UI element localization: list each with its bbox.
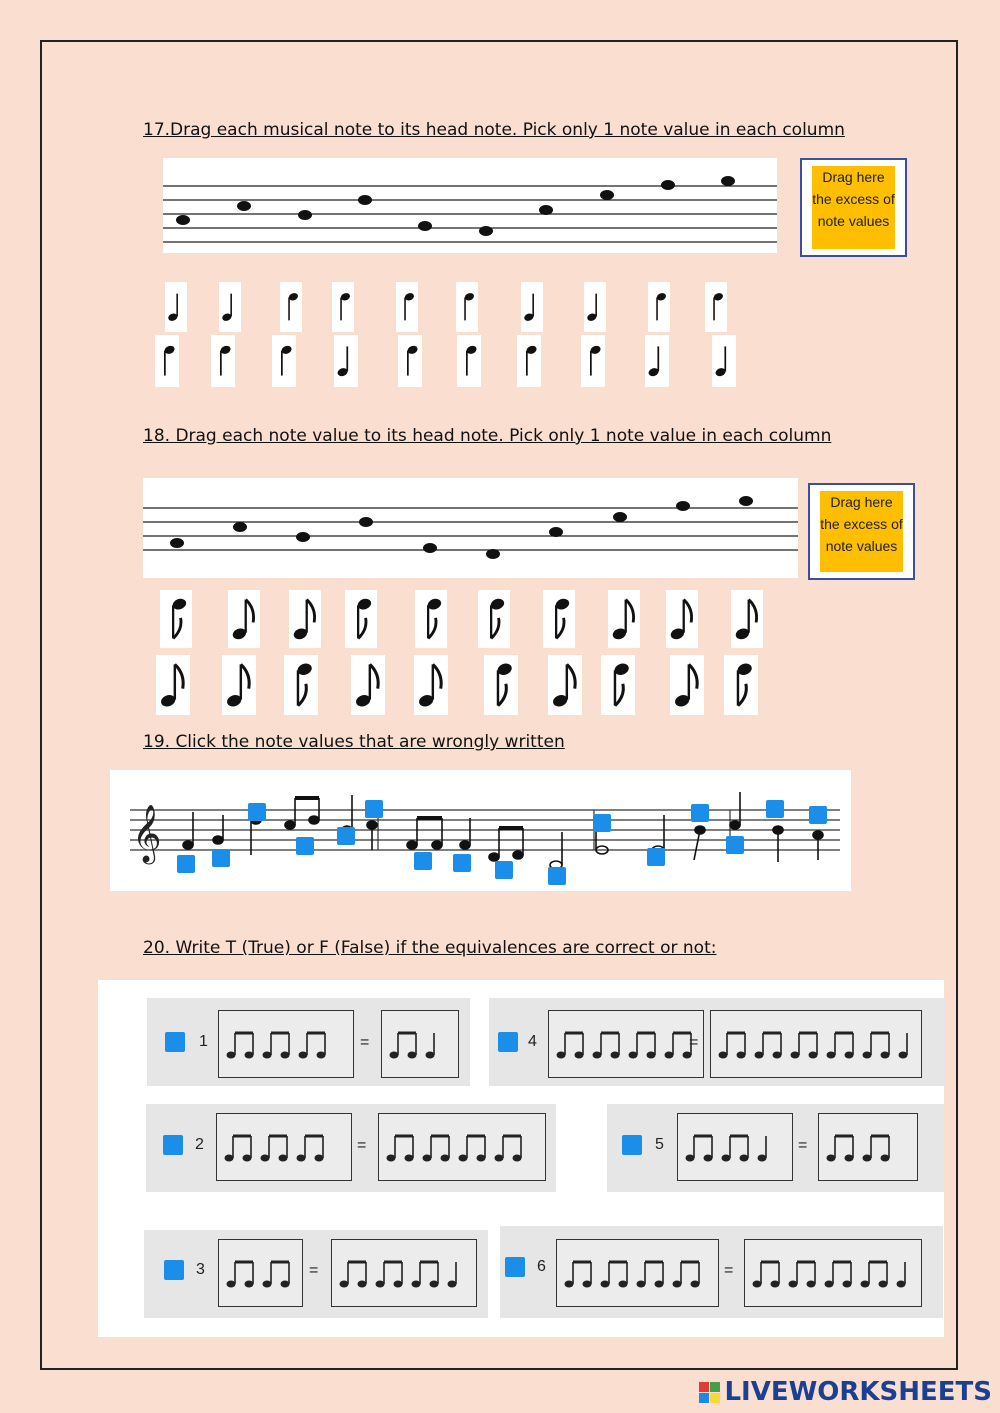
rhythm-icon (223, 1252, 296, 1292)
checkbox-icon[interactable] (177, 855, 195, 873)
note-tile[interactable] (351, 655, 385, 715)
rhythm-box-right (378, 1113, 546, 1181)
note-tile[interactable] (608, 590, 640, 648)
eighth-note-icon (414, 655, 448, 715)
rhythm-box-left (677, 1113, 793, 1181)
eighth-note-icon (160, 590, 192, 648)
note-tile[interactable] (165, 282, 187, 332)
checkbox-icon[interactable] (414, 852, 432, 870)
rhythm-icon (561, 1252, 712, 1292)
drop-zone-label: Drag here the excess of note values (812, 166, 895, 249)
quarter-note-icon (211, 335, 235, 387)
rhythm-box-left (218, 1010, 354, 1078)
note-tile[interactable] (156, 655, 190, 715)
equivalence-number: 1 (199, 1033, 208, 1050)
quarter-note-icon (398, 335, 422, 387)
note-tile[interactable] (415, 590, 447, 648)
rhythm-icon (223, 1023, 347, 1063)
quarter-note-icon (280, 282, 302, 332)
note-tile[interactable] (211, 335, 235, 387)
note-tile[interactable] (219, 282, 241, 332)
quarter-note-icon (334, 335, 358, 387)
note-tile[interactable] (548, 655, 582, 715)
quarter-note-icon (219, 282, 241, 332)
logo-square (710, 1382, 720, 1392)
eighth-note-icon (478, 590, 510, 648)
note-tile[interactable] (648, 282, 670, 332)
checkbox-icon[interactable] (163, 1135, 183, 1155)
eighth-note-icon (415, 590, 447, 648)
eighth-note-icon (351, 655, 385, 715)
note-tile[interactable] (284, 655, 318, 715)
note-tile[interactable] (478, 590, 510, 648)
rhythm-box-right (818, 1113, 918, 1181)
note-tile[interactable] (670, 655, 704, 715)
quarter-note-icon (521, 282, 543, 332)
checkbox-icon[interactable] (726, 836, 744, 854)
checkbox-icon[interactable] (766, 800, 784, 818)
liveworksheets-logo-icon (699, 1382, 720, 1403)
eighth-note-icon (670, 655, 704, 715)
checkbox-icon[interactable] (165, 1032, 185, 1052)
quarter-note-icon (155, 335, 179, 387)
rhythm-icon (682, 1126, 786, 1166)
eighth-note-icon (345, 590, 377, 648)
checkbox-icon[interactable] (296, 837, 314, 855)
rhythm-icon (715, 1023, 915, 1063)
eighth-note-icon (601, 655, 635, 715)
quarter-note-icon (517, 335, 541, 387)
quarter-note-icon (581, 335, 605, 387)
drop-zone-label: Drag here the excess of note values (820, 491, 903, 572)
rhythm-icon (553, 1023, 697, 1063)
q17-staff-svg (163, 158, 777, 253)
eighth-note-icon (156, 655, 190, 715)
note-tile[interactable] (457, 335, 481, 387)
note-tile[interactable] (414, 655, 448, 715)
note-tile[interactable] (581, 335, 605, 387)
rhythm-box-left (548, 1010, 704, 1078)
note-tile[interactable] (521, 282, 543, 332)
quarter-note-icon (456, 282, 478, 332)
quarter-note-icon (332, 282, 354, 332)
q18-drop-zone[interactable] (808, 483, 915, 580)
question-18-title: 18. Drag each note value to its head note. Pick only 1 note value in each column (143, 426, 832, 446)
checkbox-icon[interactable] (593, 814, 611, 832)
equals-sign: = (360, 1034, 370, 1051)
note-tile[interactable] (345, 590, 377, 648)
q18-staff-svg (143, 478, 798, 578)
rhythm-box-right (710, 1010, 922, 1078)
checkbox-icon[interactable] (453, 854, 471, 872)
rhythm-icon (221, 1126, 345, 1166)
rhythm-icon (383, 1126, 539, 1166)
logo-square (699, 1382, 709, 1392)
note-tile[interactable] (396, 282, 418, 332)
q19-score-svg (110, 770, 851, 891)
eighth-note-icon (724, 655, 758, 715)
note-tile[interactable] (584, 282, 606, 332)
note-tile[interactable] (705, 282, 727, 332)
note-tile[interactable] (731, 590, 763, 648)
rhythm-icon (386, 1023, 452, 1063)
note-tile[interactable] (724, 655, 758, 715)
eighth-note-icon (548, 655, 582, 715)
note-tile[interactable] (272, 335, 296, 387)
checkbox-icon[interactable] (622, 1135, 642, 1155)
quarter-note-icon (396, 282, 418, 332)
q17-noteheads (176, 176, 735, 236)
brand-name: LIVEWORKSHEETS (724, 1377, 992, 1407)
question-20-title: 20. Write T (True) or F (False) if the equivalences are correct or not: (143, 938, 717, 958)
eighth-note-icon (731, 590, 763, 648)
logo-square (710, 1393, 720, 1403)
equivalence-number: 3 (196, 1261, 205, 1278)
rhythm-box-right (331, 1239, 477, 1307)
eighth-note-icon (543, 590, 575, 648)
checkbox-icon[interactable] (691, 804, 709, 822)
equivalence-number: 2 (195, 1136, 204, 1153)
checkbox-icon[interactable] (495, 861, 513, 879)
question-17-title: 17.Drag each musical note to its head note. Pick only 1 note value in each column (143, 120, 845, 140)
note-tile[interactable] (289, 590, 321, 648)
equivalence-number: 4 (528, 1033, 537, 1050)
quarter-note-icon (457, 335, 481, 387)
equals-sign: = (357, 1137, 367, 1154)
treble-clef-icon: 𝄞 (132, 804, 162, 862)
rhythm-box-left (218, 1239, 303, 1307)
q19-score (110, 770, 851, 891)
checkbox-icon[interactable] (647, 848, 665, 866)
equals-sign: = (798, 1137, 808, 1154)
quarter-note-icon (272, 335, 296, 387)
checkbox-icon[interactable] (337, 827, 355, 845)
equals-sign: = (309, 1262, 319, 1279)
note-tile[interactable] (334, 335, 358, 387)
eighth-note-icon (289, 590, 321, 648)
rhythm-box-left (556, 1239, 719, 1307)
eighth-note-icon (222, 655, 256, 715)
checkbox-icon[interactable] (809, 806, 827, 824)
logo-square (699, 1393, 709, 1403)
quarter-note-icon (648, 282, 670, 332)
eighth-note-icon (228, 590, 260, 648)
rhythm-box-right (381, 1010, 459, 1078)
q18-staff (143, 478, 798, 578)
checkbox-icon[interactable] (164, 1260, 184, 1280)
rhythm-icon (823, 1126, 911, 1166)
liveworksheets-brand (699, 1377, 992, 1407)
eighth-note-icon (284, 655, 318, 715)
note-tile[interactable] (398, 335, 422, 387)
note-tile[interactable] (601, 655, 635, 715)
rhythm-box-right (744, 1239, 922, 1307)
eighth-note-icon (608, 590, 640, 648)
question-19-title: 19. Click the note values that are wrongly written (143, 732, 565, 752)
equivalence-number: 6 (537, 1258, 546, 1275)
checkbox-icon[interactable] (212, 849, 230, 867)
q17-drop-zone[interactable] (800, 158, 907, 257)
checkbox-icon[interactable] (248, 803, 266, 821)
quarter-note-icon (705, 282, 727, 332)
equivalence-number: 5 (655, 1136, 664, 1153)
note-tile[interactable] (517, 335, 541, 387)
checkbox-icon[interactable] (505, 1257, 525, 1277)
equals-sign: = (724, 1262, 734, 1279)
rhythm-box-left (216, 1113, 352, 1181)
note-tile[interactable] (280, 282, 302, 332)
quarter-note-icon (645, 335, 669, 387)
quarter-note-icon (165, 282, 187, 332)
rhythm-icon (749, 1252, 915, 1292)
checkbox-icon[interactable] (498, 1032, 518, 1052)
eighth-note-icon (484, 655, 518, 715)
quarter-note-icon (712, 335, 736, 387)
note-tile[interactable] (543, 590, 575, 648)
checkbox-icon[interactable] (548, 867, 566, 885)
note-tile[interactable] (222, 655, 256, 715)
rhythm-icon (336, 1252, 470, 1292)
q17-staff (163, 158, 777, 253)
note-tile[interactable] (456, 282, 478, 332)
note-tile[interactable] (155, 335, 179, 387)
quarter-note-icon (584, 282, 606, 332)
checkbox-icon[interactable] (365, 800, 383, 818)
note-tile[interactable] (332, 282, 354, 332)
note-tile[interactable] (666, 590, 698, 648)
eighth-note-icon (666, 590, 698, 648)
note-tile[interactable] (712, 335, 736, 387)
note-tile[interactable] (160, 590, 192, 648)
note-tile[interactable] (228, 590, 260, 648)
note-tile[interactable] (484, 655, 518, 715)
note-tile[interactable] (645, 335, 669, 387)
equals-sign: = (689, 1034, 699, 1051)
